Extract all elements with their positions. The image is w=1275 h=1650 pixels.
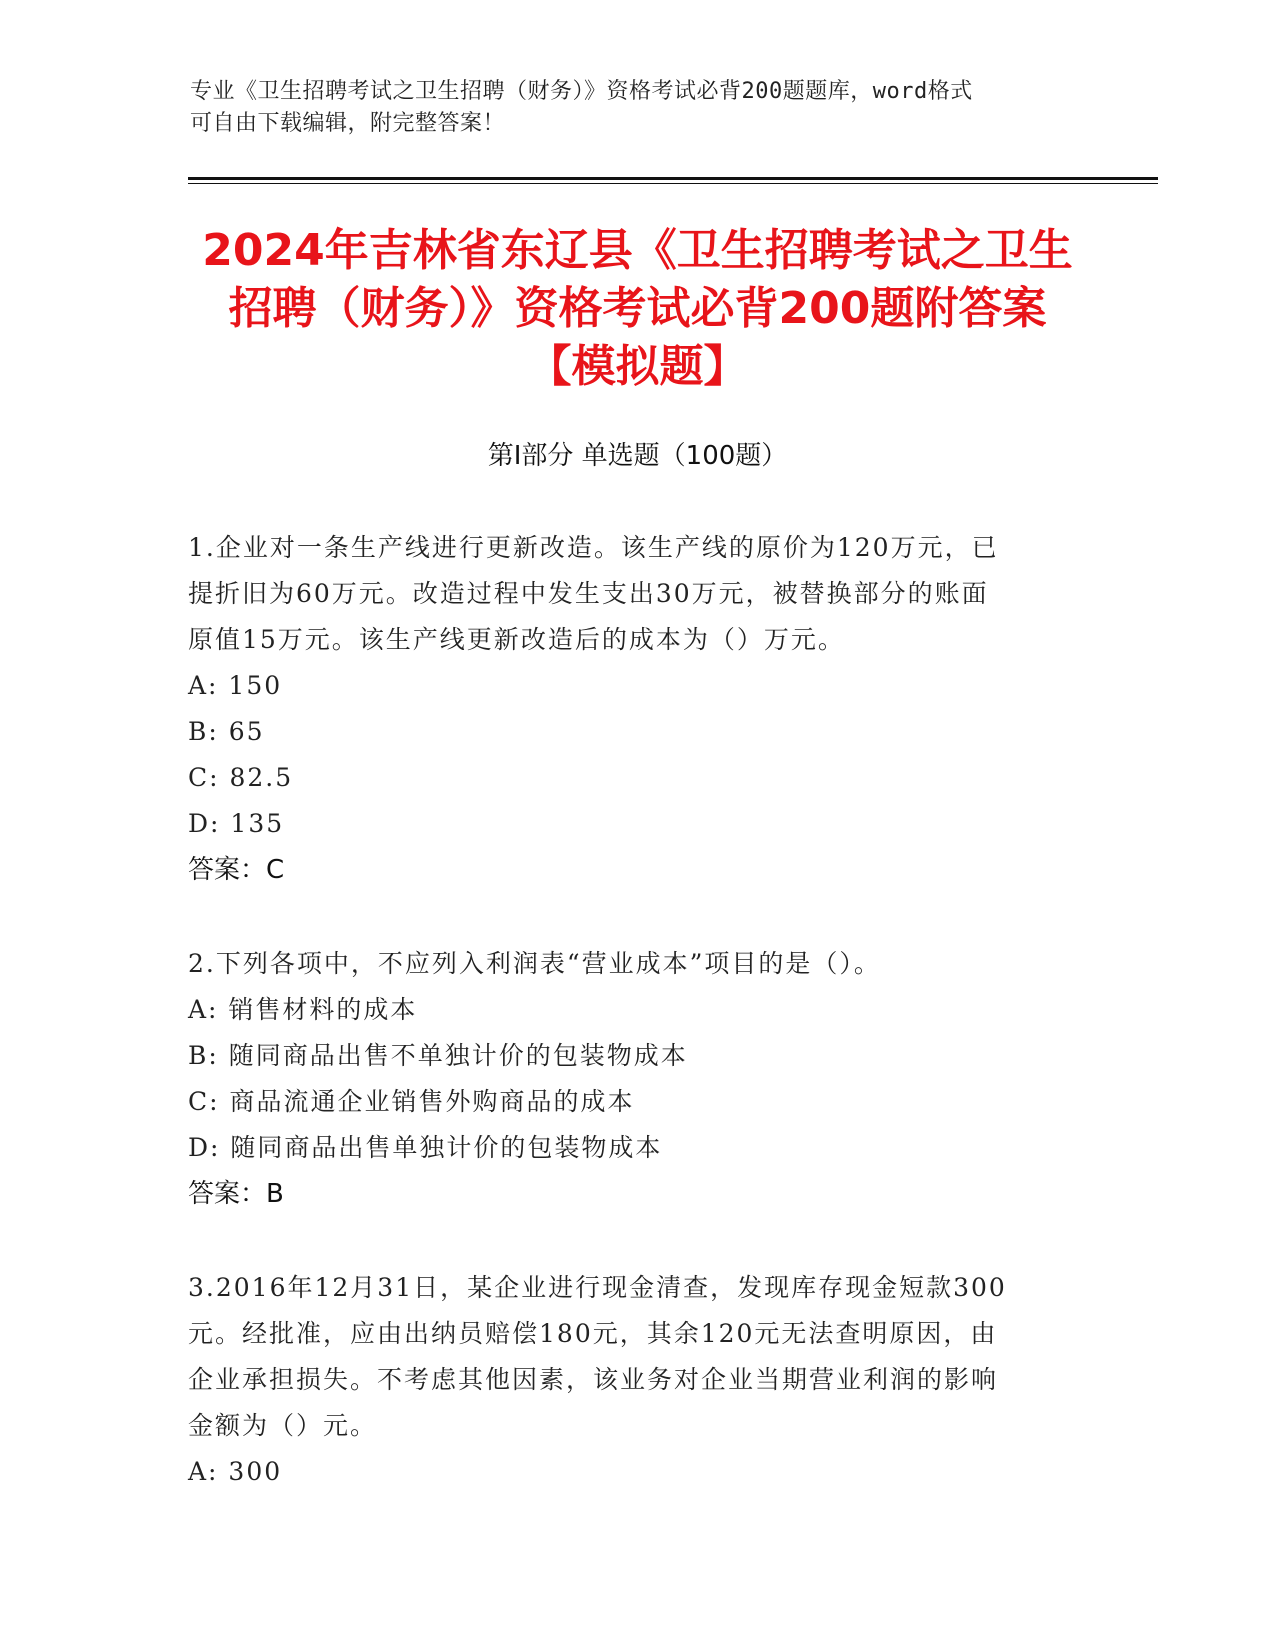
header-note: [190, 76, 1070, 140]
question-stem-line: 元。经批准，应由出纳员赔偿180元，其余120元无法查明原因，由: [188, 1319, 998, 1348]
option-a: A: 销售材料的成本: [188, 995, 418, 1024]
option-b: B: 65: [188, 717, 265, 746]
header-note-line: 可自由下载编辑，附完整答案！: [190, 111, 506, 136]
question-1: [188, 525, 1068, 893]
question-stem-line: 企业承担损失。不考虑其他因素，该业务对企业当期营业利润的影响: [188, 1365, 999, 1394]
question-stem-line: 金额为（）元。: [188, 1411, 378, 1440]
option-c: C: 商品流通企业销售外购商品的成本: [188, 1087, 635, 1116]
question-stem-line: 原值15万元。该生产线更新改造后的成本为（）万元。: [188, 625, 845, 654]
title-line: 【模拟题】: [527, 341, 748, 392]
question-list: [188, 525, 1068, 1543]
header-divider-thin: [188, 183, 1158, 184]
page-title: [150, 222, 1125, 396]
question-2: [188, 941, 1068, 1217]
answer: 答案：B: [188, 1179, 284, 1209]
header-note-line: 专业《卫生招聘考试之卫生招聘（财务）》资格考试必背200题题库，word格式: [190, 79, 973, 104]
title-line: 招聘（财务）》资格考试必背200题附答案: [228, 283, 1047, 334]
title-line: 2024年吉林省东辽县《卫生招聘考试之卫生: [202, 225, 1073, 276]
option-d: D: 135: [188, 809, 285, 838]
question-stem-line: 提折旧为60万元。改造过程中发生支出30万元，被替换部分的账面: [188, 579, 989, 608]
question-stem-line: 2.下列各项中，不应列入利润表“营业成本”项目的是（）。: [188, 949, 881, 978]
header-divider: [188, 177, 1158, 180]
option-a: A: 300: [188, 1457, 283, 1486]
question-3: [188, 1265, 1068, 1495]
section-heading: 第I部分 单选题（100题）: [487, 441, 788, 471]
question-stem-line: 3.2016年12月31日，某企业进行现金清查，发现库存现金短款300: [188, 1273, 1007, 1302]
answer: 答案：C: [188, 855, 285, 885]
option-a: A: 150: [188, 671, 283, 700]
option-d: D: 随同商品出售单独计价的包装物成本: [188, 1133, 663, 1162]
question-stem-line: 1.企业对一条生产线进行更新改造。该生产线的原价为120万元，已: [188, 533, 999, 562]
option-b: B: 随同商品出售不单独计价的包装物成本: [188, 1041, 688, 1070]
option-c: C: 82.5: [188, 763, 294, 792]
